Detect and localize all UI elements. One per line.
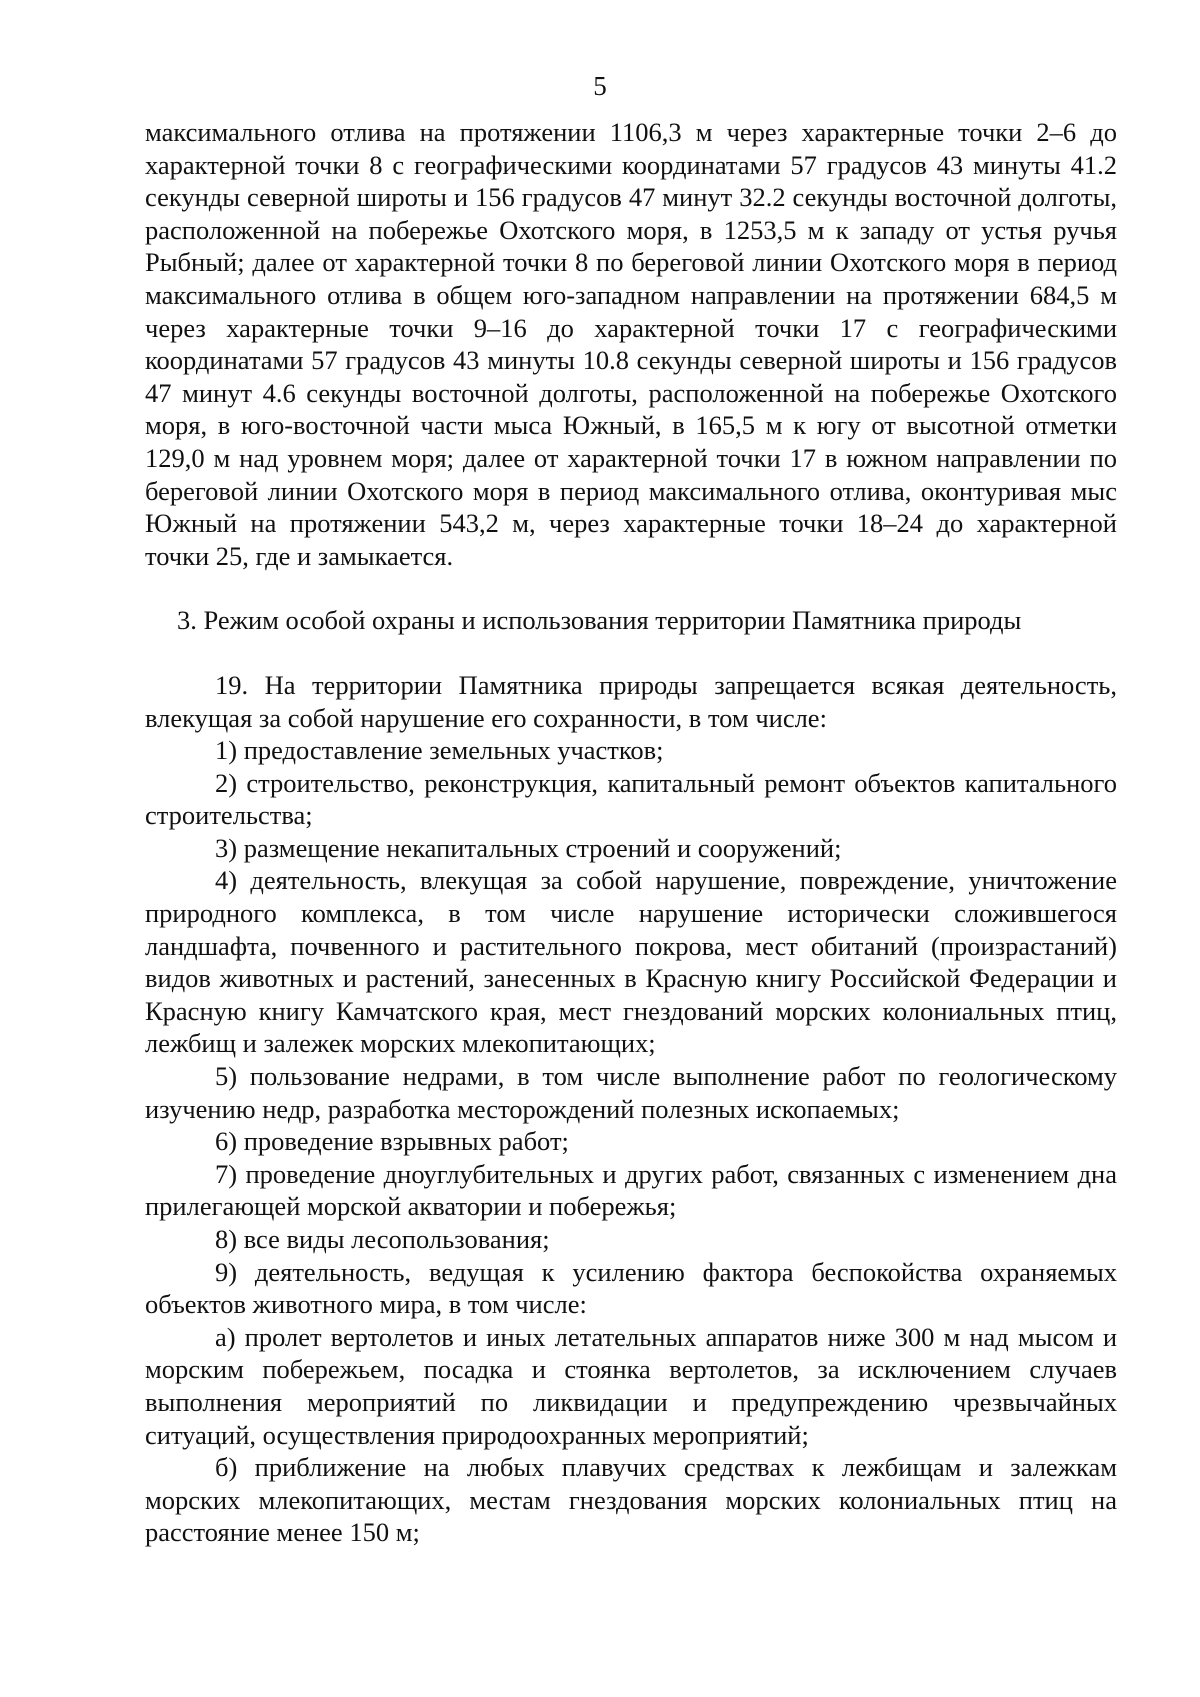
list-item-5: 5) пользование недрами, в том числе выполнение работ по геологическому изучению недр, разработка месторождений полезных ископаемых; xyxy=(145,1061,1117,1124)
page-number: 5 xyxy=(593,71,607,101)
list-item-3: 3) размещение некапитальных строений и сооружений; xyxy=(215,832,842,863)
list-item-2: 2) строительство, реконструкция, капитальный ремонт объектов капитального строительства; xyxy=(145,767,1117,831)
document-body xyxy=(145,116,1117,1549)
paragraph-19: 19. На территории Памятника природы запрещается всякая деятельность, влекущая за собой нарушение его сохранности, в том числе: xyxy=(145,669,1117,733)
section-heading: 3. Режим особой охраны и использования территории Памятника природы xyxy=(177,605,1022,636)
sub-item-a: а) пролет вертолетов и иных летательных аппаратов ниже 300 м над мысом и морским побережьем, посадка и стоянка вертолетов, за исключением случаев выполнения мероприятий по ликвидации и предупреждению чрезвычайных ситуаций, осуществления природоохранных мероприятий; xyxy=(145,1321,1117,1450)
sub-item-b: б) приближение на любых плавучих средствах к лежбищам и залежкам морских млекопитающих, местам гнездования морских колониальных птиц на расстояние менее 150 м; xyxy=(145,1452,1117,1548)
paragraph-boundary-description: максимального отлива на протяжении 1106,3 м через характерные точки 2–6 до характерной точки 8 с географическими координатами 57 градусов 43 минуты 41.2 секунды северной широты и 156 градусов 47 минут 32.2 секунды восточной долготы, расположенной на побережье Охотского моря, в 1253,5 м к западу от устья ручья Рыбный; далее от характерной точки 8 по береговой линии Охотского моря в период максимального отлива в общем юго-западном направлении на протяжении 684,5 м через характерные точки 9–16 до характерной точки 17 с географическими координатами 57 градусов 43 минуты 10.8 секунды северной широты и 156 градусов 47 минут 4.6 секунды восточной долготы, расположенной на побережье Охотского моря, в юго-восточной части мыса Южный, в 165,5 м к югу от высотной отметки 129,0 м над уровнем моря; далее от характерной точки 17 в южном направлении по береговой линии Охотского моря в период максимального отлива, оконтуривая мыс Южный на протяжении 543,2 м, через характерные точки 18–24 до характерной точки 25, где и замыкается. xyxy=(145,117,1117,571)
list-item-9: 9) деятельность, ведущая к усилению фактора беспокойства охраняемых объектов животного мира, в том числе: xyxy=(145,1256,1117,1320)
list-item-4: 4) деятельность, влекущая за собой нарушение, повреждение, уничтожение природного комплекса, в том числе нарушение исторически сложившегося ландшафта, почвенного и растительного покрова, мест обитаний (произрастаний) видов животных и растений, занесенных в Красную книгу Российской Федерации и Красную книгу Камчатского края, мест гнездований морских колониальных птиц, лежбищ и залежек морских млекопитающих; xyxy=(145,865,1117,1059)
list-item-1: 1) предоставление земельных участков; xyxy=(215,735,664,766)
list-item-7: 7) проведение дноуглубительных и других работ, связанных с изменением дна прилегающей морской акватории и побережья; xyxy=(145,1158,1117,1222)
list-item-6: 6) проведение взрывных работ; xyxy=(215,1126,569,1157)
list-item-8: 8) все виды лесопользования; xyxy=(215,1224,550,1254)
